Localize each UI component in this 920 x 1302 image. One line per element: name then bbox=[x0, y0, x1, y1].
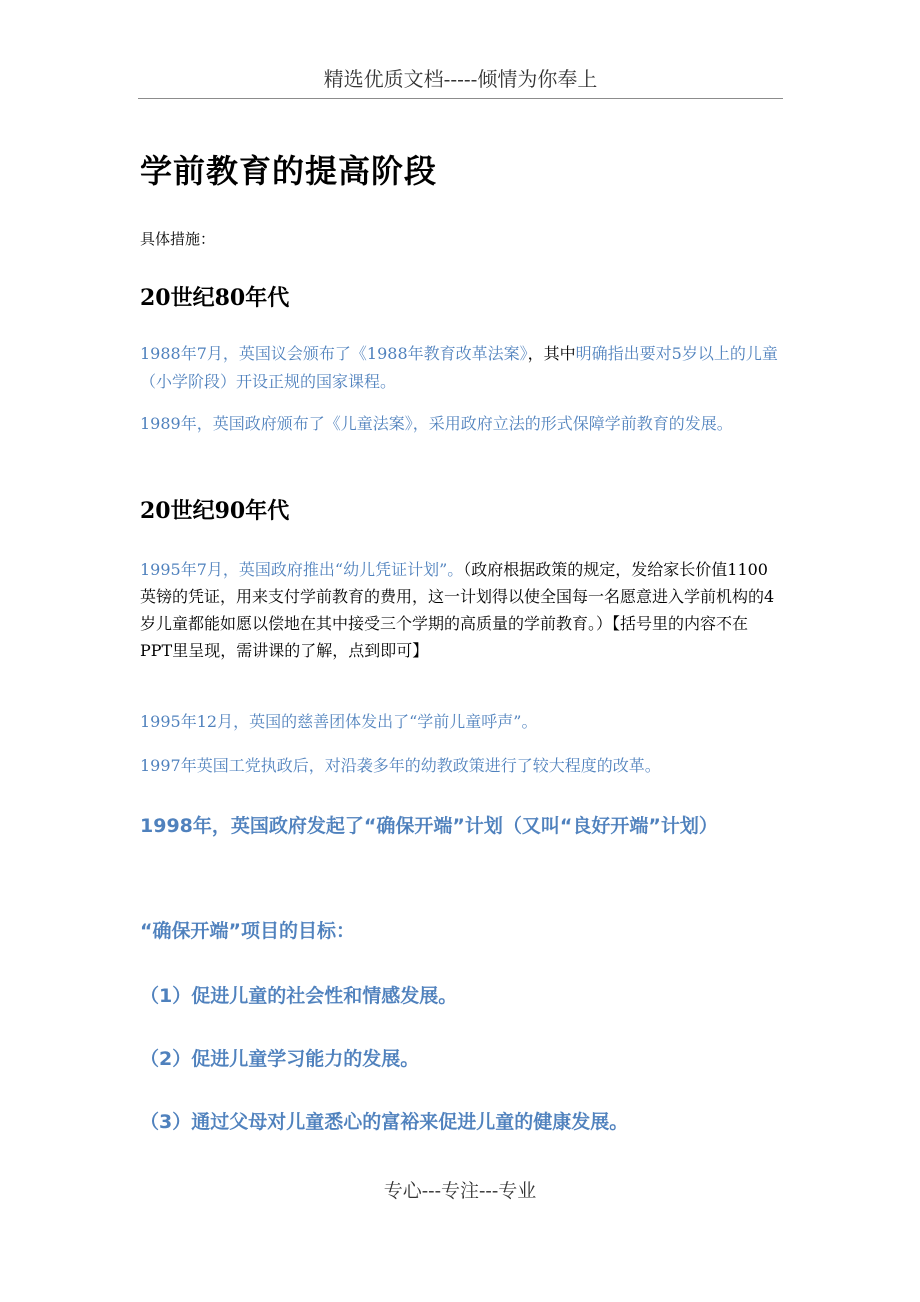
paragraph-1997: 1997年英国工党执政后，对沿袭多年的幼教政策进行了较大程度的改革。 bbox=[140, 756, 661, 775]
paragraph-1995-december: 1995年12月，英国的慈善团体发出了“学前儿童呼声”。 bbox=[140, 712, 538, 731]
paragraph-1988-part2: ，其中 bbox=[527, 344, 576, 363]
paragraph-1988-part1: 1988年7月，英国议会颁布了《1988年教育改革法案》 bbox=[140, 344, 528, 363]
paragraph-1989: 1989年，英国政府颁布了《儿童法案》，采用政府立法的形式保障学前教育的发展。 bbox=[140, 414, 733, 433]
sure-start-goals-label: “确保开端”项目的目标： bbox=[140, 920, 355, 942]
sure-start-goal-2: （2）促进儿童学习能力的发展。 bbox=[140, 1048, 420, 1070]
section-heading-1980s: 20世纪80年代 bbox=[140, 285, 290, 311]
paragraph-1995-july-part2: （政府根据政策的规定，发给家长价值1100英镑的凭证，用来支付学前教育的费用，这一计划得以使全国每一名愿意进入学前机构的4岁儿童都能如愿以偿地在其中接受三个学期的高质量的学前教育。）【括号里的内容不在PPT里呈现，需讲课的了解，点到即可】 bbox=[140, 560, 775, 660]
paragraph-1995-july-part1: 1995年7月，英国政府推出“幼儿凭证计划”。 bbox=[140, 560, 464, 579]
paragraph-1995-july bbox=[140, 556, 780, 664]
sure-start-goal-1: （1）促进儿童的社会性和情感发展。 bbox=[140, 985, 458, 1007]
page-footer: 专心---专注---专业 bbox=[383, 1180, 537, 1202]
measures-label: 具体措施： bbox=[140, 230, 216, 248]
paragraph-1988 bbox=[140, 340, 780, 396]
page-header: 精选优质文档-----倾情为你奉上 bbox=[138, 64, 783, 99]
section-heading-1990s: 20世纪90年代 bbox=[140, 498, 290, 524]
page-title: 学前教育的提高阶段 bbox=[140, 152, 438, 190]
sure-start-heading: 1998年，英国政府发起了“确保开端”计划（又叫“良好开端”计划） bbox=[140, 815, 718, 837]
paragraph-1988-part3: 明确指出要对5岁以上的儿童（小学阶段）开设正规的国家课程。 bbox=[140, 344, 778, 391]
sure-start-goal-3: （3）通过父母对儿童悉心的富裕来促进儿童的健康发展。 bbox=[140, 1111, 629, 1133]
